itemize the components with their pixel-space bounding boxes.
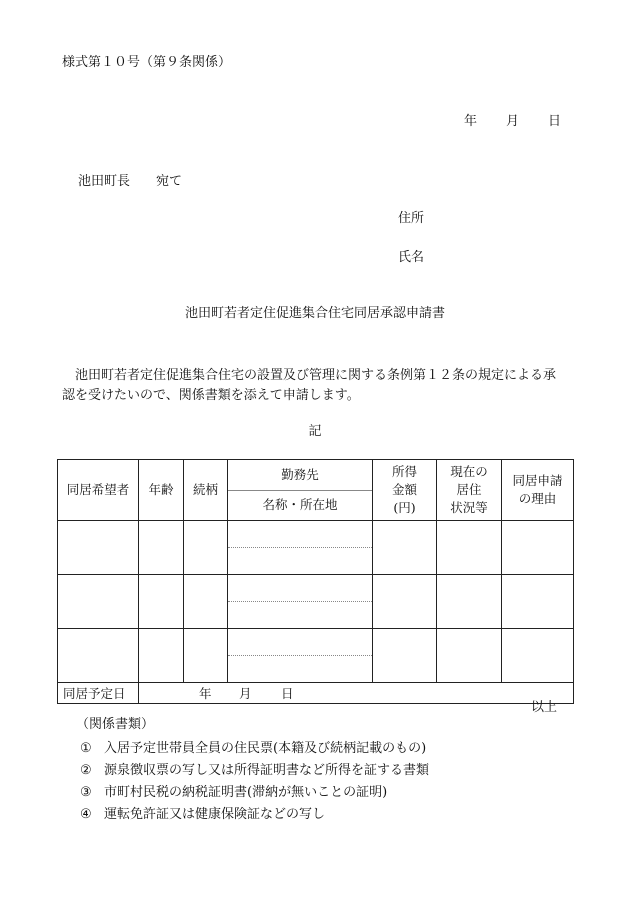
date-year-label: 年 xyxy=(464,114,478,129)
header-income xyxy=(373,460,437,521)
attachments-list xyxy=(80,738,429,826)
date-month-label: 月 xyxy=(506,114,520,129)
item-number: ④ xyxy=(80,807,92,822)
header-residence-line: 現在の xyxy=(450,464,488,479)
header-relation: 続柄 xyxy=(184,460,228,521)
header-workplace xyxy=(228,460,373,521)
reason-cell[interactable] xyxy=(502,575,574,629)
relation-cell[interactable] xyxy=(184,629,228,683)
workplace-cell[interactable] xyxy=(228,521,373,575)
item-number: ① xyxy=(80,741,92,756)
list-item xyxy=(80,782,429,804)
schedule-year-label: 年 xyxy=(199,686,212,701)
age-cell[interactable] xyxy=(139,575,184,629)
item-number: ② xyxy=(80,763,92,778)
date-day-label: 日 xyxy=(548,114,562,129)
item-text: 源泉徴収票の写し又は所得証明書など所得を証する書類 xyxy=(104,763,430,778)
header-person: 同居希望者 xyxy=(58,460,139,521)
income-cell[interactable] xyxy=(373,575,437,629)
workplace-cell[interactable] xyxy=(228,575,373,629)
residence-cell[interactable] xyxy=(437,521,502,575)
header-reason xyxy=(502,460,574,521)
item-number: ③ xyxy=(80,785,92,800)
income-cell[interactable] xyxy=(373,629,437,683)
header-workplace-title: 勤務先 xyxy=(228,460,372,491)
header-income-line: 金額 xyxy=(391,482,417,497)
header-residence xyxy=(437,460,502,521)
residence-cell[interactable] xyxy=(437,575,502,629)
reason-cell[interactable] xyxy=(502,629,574,683)
applicant-address-label: 住所 xyxy=(398,211,425,226)
header-income-line: 所得 xyxy=(391,464,417,479)
income-cell[interactable] xyxy=(373,521,437,575)
applicant-name-label: 氏名 xyxy=(398,250,425,265)
header-residence-line: 状況等 xyxy=(450,500,488,515)
residence-cell[interactable] xyxy=(437,629,502,683)
person-cell[interactable] xyxy=(58,575,139,629)
header-reason-line: の理由 xyxy=(518,491,557,506)
reason-cell[interactable] xyxy=(502,521,574,575)
list-item xyxy=(80,760,429,782)
addressee: 池田町長 宛て xyxy=(78,174,183,189)
workplace-cell[interactable] xyxy=(228,629,373,683)
table-row xyxy=(58,575,574,629)
header-reason-line: 同居申請 xyxy=(512,473,563,488)
list-item xyxy=(80,738,429,760)
relation-cell[interactable] xyxy=(184,521,228,575)
age-cell[interactable] xyxy=(139,521,184,575)
item-text: 市町村民税の納税証明書(滞納が無いことの証明) xyxy=(104,785,388,800)
schedule-day-label: 日 xyxy=(281,686,294,701)
person-cell[interactable] xyxy=(58,521,139,575)
attachments-heading: （関係書類） xyxy=(76,717,155,732)
header-residence-line: 居住 xyxy=(456,482,482,497)
table-header-row xyxy=(58,460,574,521)
ijo-closing: 以上 xyxy=(531,700,558,715)
item-text: 入居予定世帯員全員の住民票(本籍及び続柄記載のもの) xyxy=(104,741,427,756)
table-row xyxy=(58,521,574,575)
header-age: 年齢 xyxy=(139,460,184,521)
item-text: 運転免許証又は健康保険証などの写し xyxy=(104,807,326,822)
ki-marker: 記 xyxy=(308,424,322,439)
application-body-text: 池田町若者定住促進集合住宅の設置及び管理に関する条例第１２条の規定による承認を受けたいので、関係書類を添えて申請します。 xyxy=(62,368,557,403)
schedule-row xyxy=(58,683,574,704)
age-cell[interactable] xyxy=(139,629,184,683)
schedule-date-field[interactable] xyxy=(139,683,574,704)
person-cell[interactable] xyxy=(58,629,139,683)
schedule-month-label: 月 xyxy=(239,686,252,701)
list-item xyxy=(80,804,429,826)
schedule-label: 同居予定日 xyxy=(58,683,139,704)
relation-cell[interactable] xyxy=(184,575,228,629)
table-row xyxy=(58,629,574,683)
cohabitant-table xyxy=(57,459,574,704)
form-number: 様式第１０号（第９条関係） xyxy=(62,55,232,70)
header-income-line: (円) xyxy=(393,500,416,515)
submission-date xyxy=(464,115,561,128)
header-workplace-sub: 名称・所在地 xyxy=(262,497,338,513)
document-title: 池田町若者定住促進集合住宅同居承認申請書 xyxy=(184,306,445,321)
